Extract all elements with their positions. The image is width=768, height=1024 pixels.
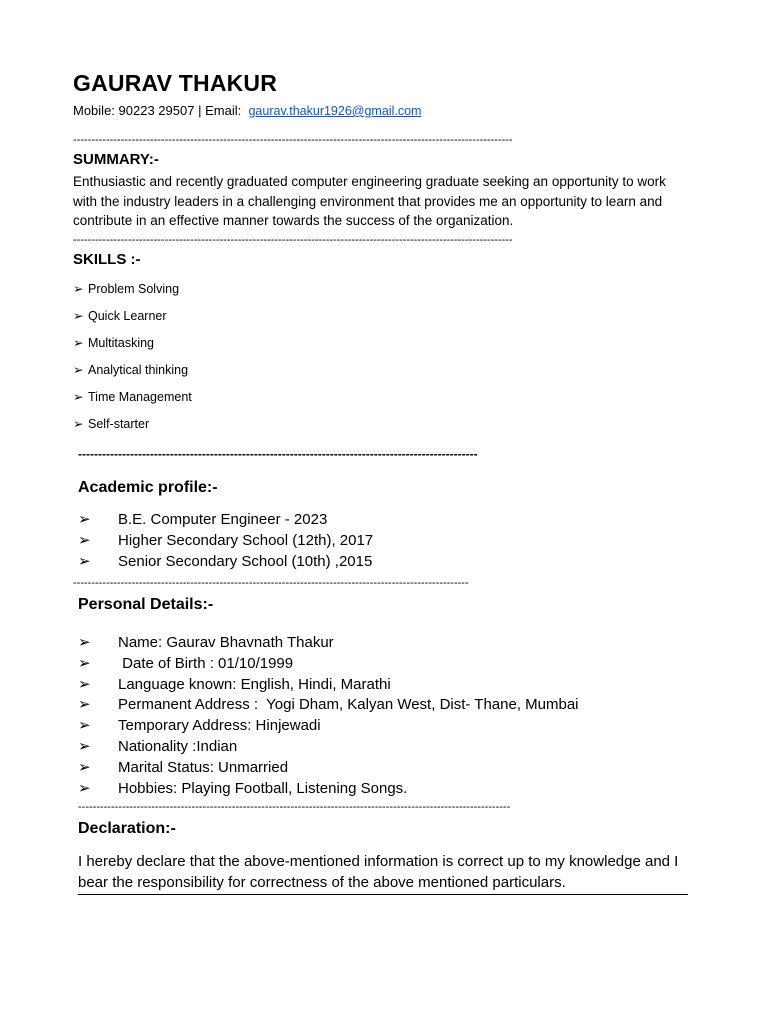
declaration-text: I hereby declare that the above-mentioned information is correct up to my knowledge and I bear the responsibility for correctness of the above mentioned particulars. bbox=[78, 851, 688, 895]
list-item bbox=[73, 280, 192, 307]
academic-entry: B.E. Computer Engineer - 2023 bbox=[118, 511, 328, 528]
contact-line bbox=[73, 103, 421, 118]
divider-5: ---------------------------------------------------------------------------------------------------------------------- bbox=[78, 801, 511, 813]
contact-separator: | bbox=[198, 103, 202, 118]
list-item bbox=[78, 737, 579, 758]
list-item bbox=[78, 654, 579, 675]
personal-entry: Hobbies: Playing Football, Listening Songs. bbox=[118, 779, 408, 797]
skill-label: Multitasking bbox=[88, 336, 154, 350]
academic-entry: Higher Secondary School (12th), 2017 bbox=[118, 531, 374, 549]
bullet-arrow-icon: ➢ bbox=[78, 531, 91, 549]
divider-1: ------------------------------------------------------------------------------------------------------------------------ bbox=[73, 134, 513, 146]
personal-entry: Nationality :Indian bbox=[118, 737, 238, 755]
list-item bbox=[73, 361, 192, 388]
list-item bbox=[78, 633, 579, 654]
bullet-arrow-icon: ➢ bbox=[73, 390, 84, 404]
skill-label: Quick Learner bbox=[88, 309, 167, 323]
bullet-arrow-icon: ➢ bbox=[78, 675, 91, 693]
personal-entry: Date of Birth : 01/10/1999 bbox=[118, 654, 294, 672]
list-item bbox=[78, 779, 579, 800]
list-item bbox=[78, 716, 579, 737]
academic-list bbox=[78, 510, 373, 572]
list-item bbox=[78, 695, 579, 716]
bullet-arrow-icon: ➢ bbox=[78, 758, 91, 776]
personal-list bbox=[78, 633, 579, 799]
skills-list bbox=[73, 280, 192, 442]
bullet-arrow-icon: ➢ bbox=[78, 511, 91, 528]
divider-2: ------------------------------------------------------------------------------------------------------------------------ bbox=[73, 234, 513, 246]
list-item bbox=[78, 531, 373, 552]
email-label: Email: bbox=[205, 103, 242, 118]
bullet-arrow-icon: ➢ bbox=[73, 336, 84, 350]
bullet-arrow-icon: ➢ bbox=[78, 717, 91, 735]
personal-entry: Language known: English, Hindi, Marathi bbox=[118, 675, 391, 693]
personal-heading: Personal Details:- bbox=[78, 596, 214, 613]
email-link[interactable]: gaurav.thakur1926@gmail.com bbox=[248, 104, 422, 118]
list-item bbox=[73, 388, 192, 415]
bullet-arrow-icon: ➢ bbox=[78, 654, 91, 672]
bullet-arrow-icon: ➢ bbox=[73, 309, 84, 323]
personal-entry: Name: Gaurav Bhavnath Thakur bbox=[118, 634, 334, 651]
bullet-arrow-icon: ➢ bbox=[78, 634, 91, 651]
summary-heading: SUMMARY:- bbox=[73, 151, 159, 168]
list-item bbox=[78, 758, 579, 779]
bullet-arrow-icon: ➢ bbox=[78, 737, 91, 755]
skill-label: Analytical thinking bbox=[88, 363, 189, 377]
list-item bbox=[73, 307, 192, 334]
academic-heading: Academic profile:- bbox=[78, 479, 218, 496]
mobile-number: 90223 29507 bbox=[118, 103, 195, 118]
personal-entry: Permanent Address : Yogi Dham, Kalyan West, Dist- Thane, Mumbai bbox=[118, 696, 579, 714]
bullet-arrow-icon: ➢ bbox=[78, 552, 91, 570]
skill-label: Self-starter bbox=[88, 417, 150, 431]
academic-entry: Senior Secondary School (10th) ,2015 bbox=[118, 552, 373, 570]
divider-4: ------------------------------------------------------------------------------------------------------------ bbox=[73, 577, 469, 589]
list-item bbox=[78, 552, 373, 573]
candidate-name: GAURAV THAKUR bbox=[73, 70, 278, 96]
list-item bbox=[78, 510, 373, 531]
personal-entry: Marital Status: Unmarried bbox=[118, 758, 289, 776]
skills-heading: SKILLS :- bbox=[73, 251, 141, 268]
bullet-arrow-icon: ➢ bbox=[73, 282, 84, 296]
bullet-arrow-icon: ➢ bbox=[78, 696, 91, 714]
skill-label: Problem Solving bbox=[88, 282, 180, 296]
declaration-heading: Declaration:- bbox=[78, 820, 176, 837]
bullet-arrow-icon: ➢ bbox=[73, 417, 84, 431]
divider-3: ---------------------------------------------------------------------------------------------------- bbox=[78, 447, 478, 461]
list-item bbox=[73, 415, 192, 442]
list-item bbox=[78, 675, 579, 696]
skill-label: Time Management bbox=[88, 390, 192, 404]
mobile-label: Mobile: bbox=[73, 103, 115, 118]
personal-entry: Temporary Address: Hinjewadi bbox=[118, 717, 321, 735]
bullet-arrow-icon: ➢ bbox=[78, 779, 91, 797]
bullet-arrow-icon: ➢ bbox=[73, 363, 84, 377]
list-item bbox=[73, 334, 192, 361]
summary-text: Enthusiastic and recently graduated computer engineering graduate seeking an opportunity to work with the industry leaders in a challenging environment that provides me an opportunity to learn and contribute in an effective manner towards the success of the organization. bbox=[73, 174, 666, 228]
